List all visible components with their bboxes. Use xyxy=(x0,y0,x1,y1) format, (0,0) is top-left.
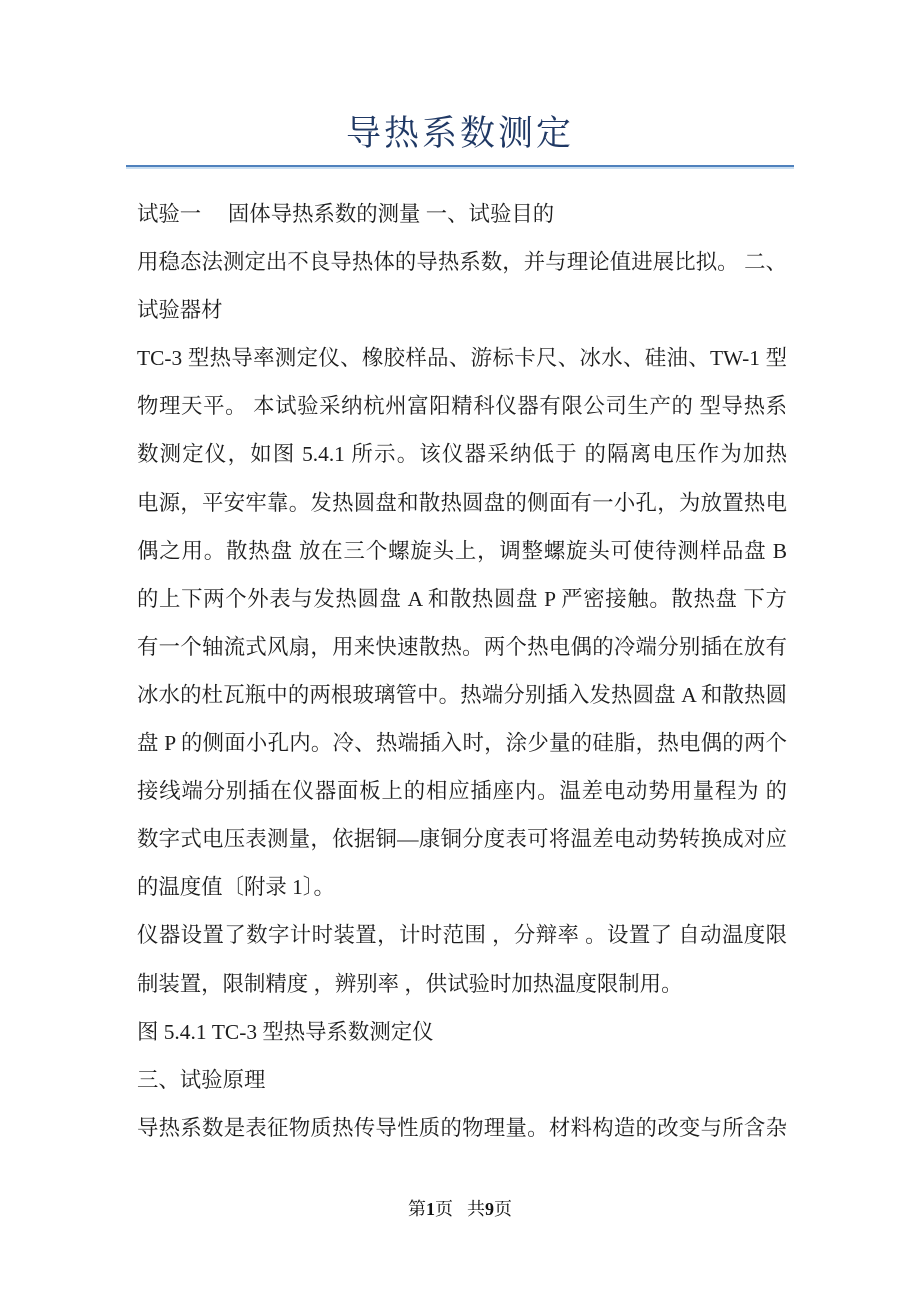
text-line: 偶之用。散热盘 放在三个螺旋头上，调整螺旋头可使待测样品盘 B xyxy=(137,538,787,563)
footer-text: 页 xyxy=(435,1199,453,1219)
text-line: 试验一 固体导热系数的测量 一、试验目的 xyxy=(137,202,555,226)
document-title: 导热系数测定 xyxy=(345,114,574,153)
text-line: 数字式电压表测量，依据铜—康铜分度表可将温差电动势转换成对应 xyxy=(137,827,787,852)
text-line: 的温度值〔附录 1〕。 xyxy=(137,875,335,900)
total-pages: 9 xyxy=(485,1199,494,1219)
text-line: 导热系数是表征物质热传导性质的物理量。材料构造的改变与所含杂 xyxy=(137,1115,787,1140)
page-footer xyxy=(0,1198,920,1220)
text-line: 有一个轴流式风扇，用来快速散热。两个热电偶的冷端分别插在放有 xyxy=(137,634,787,659)
title-block xyxy=(126,112,794,167)
text-line: 图 5.4.1 TC-3 型热导系数测定仪 xyxy=(137,1019,434,1044)
text-line: 用稳态法测定出不良导热体的导热系数，并与理论值进展比拟。 二、 xyxy=(137,250,787,275)
footer-text: 第 xyxy=(408,1199,426,1219)
text-line: 制装置，限制精度 ，辨别率 ，供试验时加热温度限制用。 xyxy=(137,971,683,996)
text-line: 电源，平安牢靠。发热圆盘和散热圆盘的侧面有一小孔，为放置热电 xyxy=(137,490,787,515)
text-line: 试验器材 xyxy=(137,298,223,323)
text-line: 接线端分别插在仪器面板上的相应插座内。温差电动势用量程为 的 xyxy=(137,779,787,804)
text-line: 三、试验原理 xyxy=(137,1067,266,1092)
text-line: 数测定仪，如图 5.4.1 所示。该仪器采纳低于 的隔离电压作为加热 xyxy=(137,442,787,467)
document-body xyxy=(137,190,787,1152)
text-line: 仪器设置了数字计时装置，计时范围 ，分辩率 。设置了 自动温度限 xyxy=(137,923,787,948)
text-line: 冰水的杜瓦瓶中的两根玻璃管中。热端分别插入发热圆盘 A 和散热圆 xyxy=(137,682,787,707)
text-line: TC-3 型热导率测定仪、橡胶样品、游标卡尺、冰水、硅油、TW-1 型 xyxy=(137,346,787,371)
footer-text: 页 xyxy=(494,1199,512,1219)
page-number: 1 xyxy=(426,1199,435,1219)
text-line: 的上下两个外表与发热圆盘 A 和散热圆盘 P 严密接触。散热盘 下方 xyxy=(137,586,787,611)
text-line: 物理天平。 本试验采纳杭州富阳精科仪器有限公司生产的 型导热系 xyxy=(137,394,787,419)
footer-text: 共 xyxy=(467,1199,485,1219)
text-line: 盘 P 的侧面小孔内。冷、热端插入时，涂少量的硅脂，热电偶的两个 xyxy=(137,731,787,756)
